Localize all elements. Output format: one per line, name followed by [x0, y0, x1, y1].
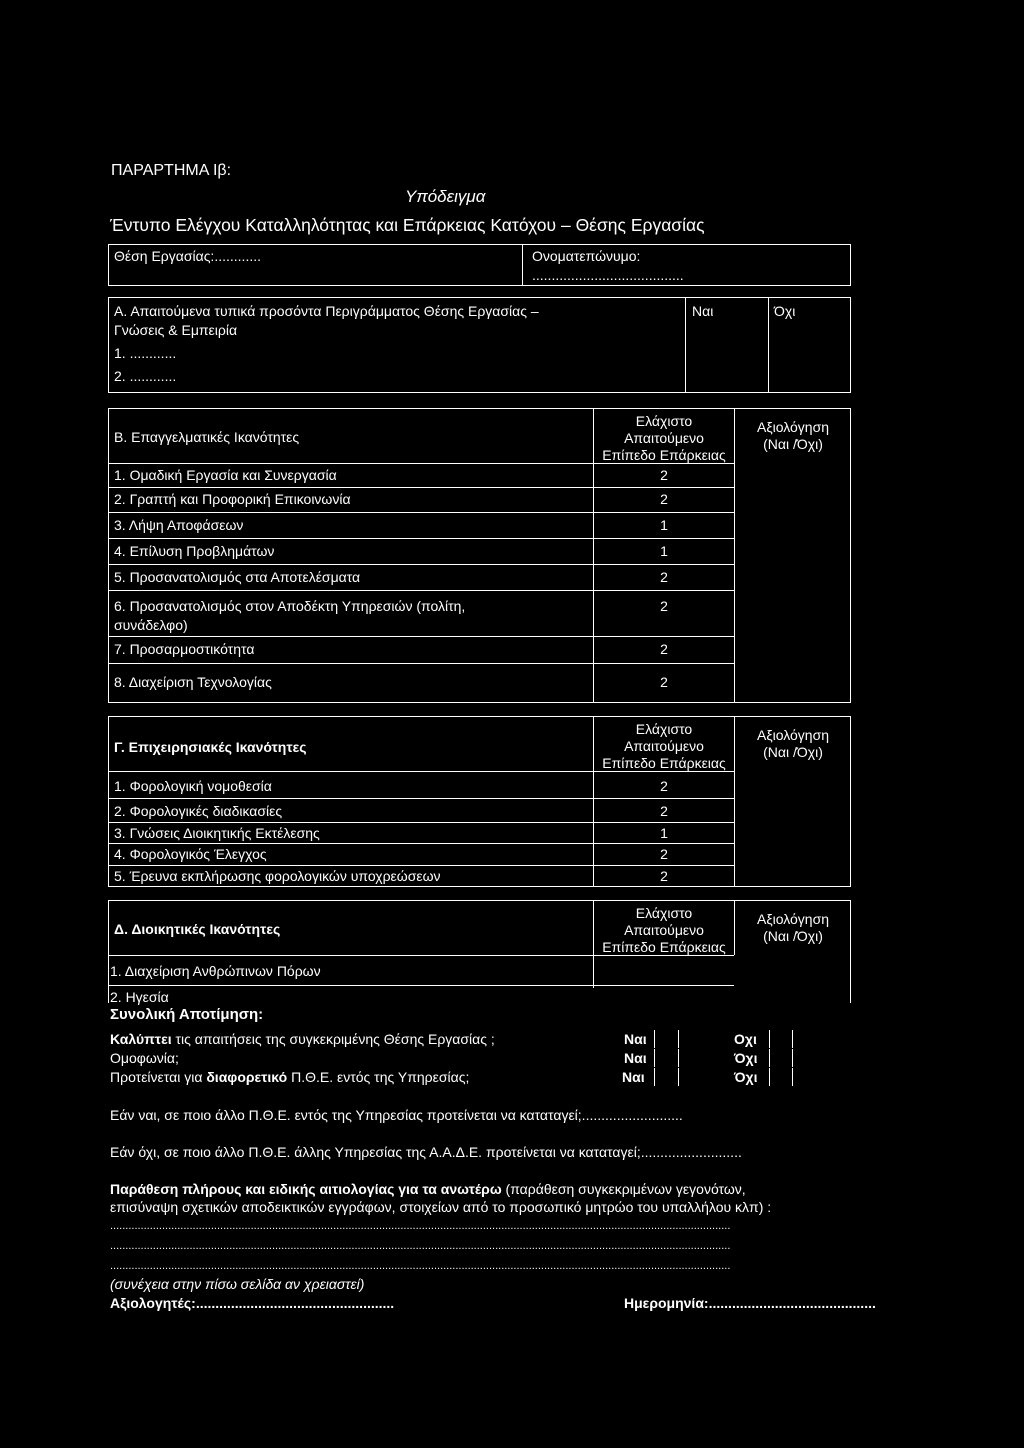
section-c-item-5: 5. Έρευνα εκπλήρωσης φορολογικών υποχρεώσεων [114, 868, 441, 884]
section-c-item-4: 4. Φορολογικός Έλεγχος [114, 846, 267, 862]
justification-line-1 [110, 1180, 746, 1198]
q1-no[interactable]: Οχι [734, 1031, 757, 1047]
section-b-level-4: 1 [660, 543, 668, 559]
min-header-line-2: Απαιτούμενο [624, 430, 704, 446]
section-c-level-3: 1 [660, 825, 668, 841]
section-a-title-2: Γνώσεις & Εμπειρία [114, 322, 238, 338]
q2-yes[interactable]: Ναι [624, 1050, 647, 1066]
section-b-item-8: 8. Διαχείριση Τεχνολογίας [114, 674, 272, 690]
summary-title: Συνολική Αποτίμηση: [110, 1006, 264, 1023]
summary-q1 [110, 1030, 495, 1048]
justification-bold: Παράθεση πλήρους και ειδικής αιτιολογίας για τα ανωτέρω [110, 1181, 502, 1197]
section-c-line-1 [108, 798, 734, 799]
section-c-line-3 [108, 843, 734, 844]
section-a-title-1: Α. Απαιτούμενα τυπικά προσόντα Περιγράμματος Θέσης Εργασίας – [114, 303, 539, 319]
section-c-level-5: 2 [660, 868, 668, 884]
summary-q3-pre: Προτείνεται για [110, 1069, 207, 1085]
justification-dots-1[interactable]: ........................................................................................................................................................................................................... [110, 1220, 731, 1232]
evaluators-label: Αξιολογητές: [110, 1295, 196, 1311]
section-b-item-3: 3. Λήψη Αποφάσεων [114, 517, 244, 533]
section-b-level-8: 2 [660, 674, 668, 690]
evaluators-dots: ................................................... [195, 1295, 395, 1311]
section-c-title: Γ. Επιχειρησιακές Ικανότητες [114, 739, 307, 755]
section-b-line-5 [108, 590, 734, 591]
summary-q3-bold: διαφορετικό [206, 1069, 288, 1085]
section-b-line-2 [108, 512, 734, 513]
q2-no-box[interactable] [769, 1049, 770, 1067]
section-b-item-4: 4. Επίλυση Προβλημάτων [114, 543, 275, 559]
date-label: Ημερομηνία: [624, 1295, 709, 1311]
justification-dots-3[interactable]: ........................................................................................................................................................................................................... [110, 1260, 731, 1272]
section-b-level-5: 2 [660, 569, 668, 585]
date-dots: ........................................... [708, 1295, 876, 1311]
section-b-level-7: 2 [660, 641, 668, 657]
section-d-item-2: 2. Ηγεσία [110, 989, 169, 1005]
min-header-line-3: Επίπεδο Επάρκειας [602, 447, 726, 463]
q1-yes-box-right [678, 1030, 679, 1048]
section-d-eval-header [735, 911, 851, 945]
eval-header-line-2: (Ναι /Όχι) [763, 744, 823, 760]
q2-no-box-right [792, 1049, 793, 1067]
section-a-item-1[interactable]: 1. ............ [114, 345, 177, 361]
section-d-min-header [594, 905, 734, 956]
section-b-item-7: 7. Προσαρμοστικότητα [114, 641, 255, 657]
justification-dots-2[interactable]: ........................................................................................................................................................................................................... [110, 1240, 731, 1252]
section-c-line-4 [108, 865, 734, 866]
section-c-level-4: 2 [660, 846, 668, 862]
summary-q3-post: Π.Θ.Ε. εντός της Υπηρεσίας; [287, 1069, 470, 1085]
eval-header-line-2: (Ναι /Όχι) [763, 436, 823, 452]
eval-header-line-2: (Ναι /Όχι) [763, 928, 823, 944]
q1-no-box[interactable] [769, 1030, 770, 1048]
section-d-title: Δ. Διοικητικές Ικανότητες [114, 921, 281, 937]
min-header-line-1: Ελάχιστο [635, 721, 693, 737]
eval-header-line-1: Αξιολόγηση [756, 419, 830, 435]
header-divider [522, 244, 523, 286]
min-header-line-2: Απαιτούμενο [624, 738, 704, 754]
q2-yes-box-right [678, 1049, 679, 1067]
q3-no-box[interactable] [769, 1068, 770, 1086]
summary-q2: Ομοφωνία; [110, 1050, 179, 1066]
section-b-item-6-cont: συνάδελφο) [114, 617, 188, 633]
section-a-divider-2 [768, 297, 769, 393]
q1-yes-box[interactable] [654, 1030, 655, 1048]
eval-header-line-1: Αξιολόγηση [756, 911, 830, 927]
q1-no-box-right [792, 1030, 793, 1048]
section-a-divider-1 [685, 297, 686, 393]
q3-no-box-right [792, 1068, 793, 1086]
section-b-level-2: 2 [660, 491, 668, 507]
section-b-line-6 [108, 636, 734, 637]
summary-q1-rest: τις απαιτήσεις της συγκεκριμένης Θέσης Εργασίας ; [171, 1031, 495, 1047]
position-dots: ............ [214, 248, 262, 264]
section-b-title: Β. Επαγγελματικές Ικανότητες [114, 429, 300, 445]
section-d-line-1 [108, 985, 734, 986]
annex-label: ΠΑΡΑΡΤΗΜΑ Ιβ: [111, 162, 232, 179]
section-c-level-2: 2 [660, 803, 668, 819]
name-label: Ονοματεπώνυμο: [532, 248, 641, 264]
section-a-item-2[interactable]: 2. ............ [114, 368, 177, 384]
min-header-line-1: Ελάχιστο [635, 413, 693, 429]
section-b-eval-header [735, 419, 851, 453]
q2-no[interactable]: Όχι [734, 1050, 758, 1066]
q3-no[interactable]: Όχι [734, 1069, 758, 1085]
section-c-item-1: 1. Φορολογική νομοθεσία [114, 778, 272, 794]
position-field[interactable] [114, 247, 261, 265]
section-b-min-header [594, 413, 734, 464]
section-b-item-5: 5. Προσανατολισμός στα Αποτελέσματα [114, 569, 361, 585]
form-title: Έντυπο Ελέγχου Καταλληλότητας και Επάρκειας Κατόχου – Θέσης Εργασίας [110, 215, 705, 235]
section-c-level-1: 2 [660, 778, 668, 794]
section-b-item-1: 1. Ομαδική Εργασία και Συνεργασία [114, 467, 337, 483]
summary-q1-bold: Καλύπτει [110, 1031, 172, 1047]
q1-yes[interactable]: Ναι [624, 1031, 647, 1047]
section-b-item-2: 2. Γραπτή και Προφορική Επικοινωνία [114, 491, 351, 507]
section-c-item-3: 3. Γνώσεις Διοικητικής Εκτέλεσης [114, 825, 320, 841]
section-b-level-3: 1 [660, 517, 668, 533]
section-d-item-1: 1. Διαχείριση Ανθρώπινων Πόρων [110, 963, 321, 979]
section-b-line-7 [108, 663, 734, 664]
date-field[interactable] [624, 1294, 876, 1312]
if-yes-question[interactable]: Εάν ναι, σε ποιο άλλο Π.Θ.Ε. εντός της Υπηρεσίας προτείνεται να καταταγεί;.......................... [110, 1107, 683, 1123]
q3-yes[interactable]: Ναι [622, 1069, 645, 1085]
section-b-line-1 [108, 487, 734, 488]
position-label: Θέση Εργασίας: [114, 248, 215, 264]
section-a-no: Όχι [774, 303, 796, 319]
justification-line-2: επισύναψη σχετικών αποδεικτικών εγγράφων, στοιχείων από το προσωπικό μητρώο του υπαλλήλου κλπ) : [110, 1199, 772, 1215]
section-c-min-header [594, 721, 734, 772]
if-no-question[interactable]: Εάν όχι, σε ποιο άλλο Π.Θ.Ε. άλλης Υπηρεσίας της Α.Α.Δ.Ε. προτείνεται να καταταγεί;.......................... [110, 1144, 742, 1160]
section-b-item-6: 6. Προσανατολισμός στον Αποδέκτη Υπηρεσιών (πολίτη, [114, 598, 466, 614]
section-c-line-2 [108, 822, 734, 823]
min-header-line-3: Επίπεδο Επάρκειας [602, 939, 726, 955]
continuation-note: (συνέχεια στην πίσω σελίδα αν χρειαστεί) [110, 1276, 365, 1292]
summary-q3 [110, 1068, 469, 1086]
q2-yes-box[interactable] [654, 1049, 655, 1067]
section-b-level-1: 2 [660, 467, 668, 483]
evaluators-field[interactable] [110, 1294, 394, 1312]
section-c-item-2: 2. Φορολογικές διαδικασίες [114, 803, 283, 819]
q3-yes-box[interactable] [654, 1068, 655, 1086]
eval-header-line-1: Αξιολόγηση [756, 727, 830, 743]
section-c-eval-header [735, 727, 851, 761]
name-dots[interactable]: ....................................... [532, 267, 684, 283]
q3-yes-box-right [678, 1068, 679, 1086]
min-header-line-3: Επίπεδο Επάρκειας [602, 755, 726, 771]
section-b-line-4 [108, 564, 734, 565]
justification-rest: (παράθεση συγκεκριμένων γεγονότων, [501, 1181, 746, 1197]
section-b-line-3 [108, 538, 734, 539]
min-header-line-1: Ελάχιστο [635, 905, 693, 921]
section-a-yes: Ναι [692, 303, 714, 319]
min-header-line-2: Απαιτούμενο [624, 922, 704, 938]
sample-label: Υπόδειγμα [405, 187, 486, 206]
section-b-level-6: 2 [660, 598, 668, 614]
